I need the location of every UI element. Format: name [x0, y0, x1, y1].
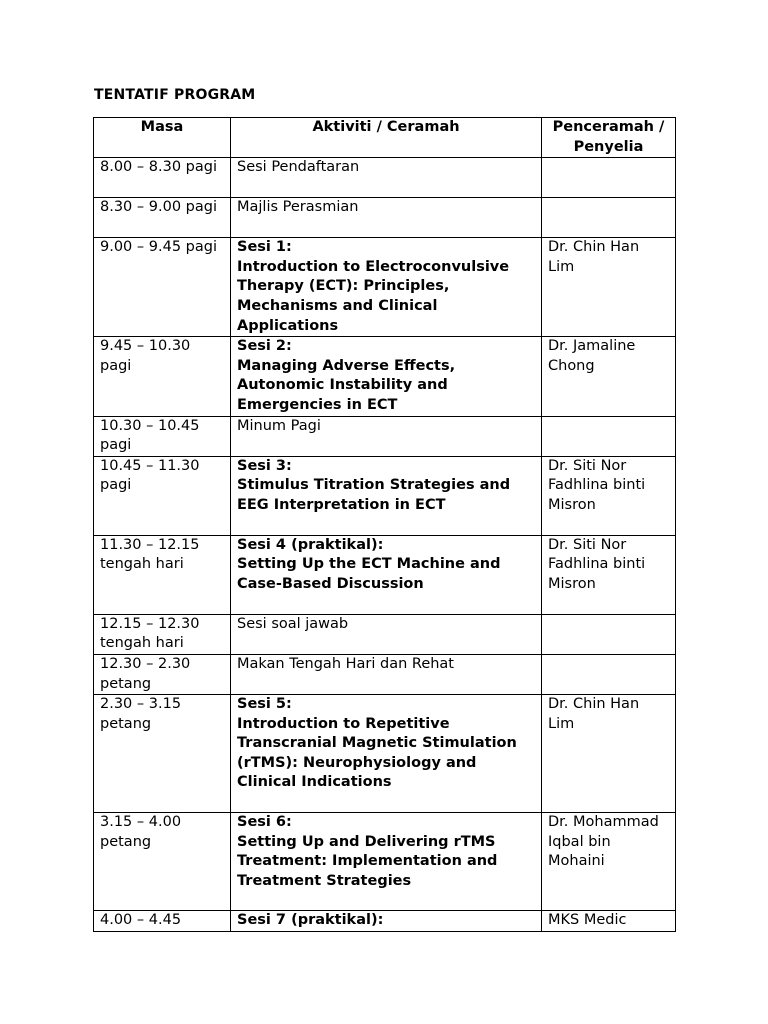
speaker-cell: Dr. Siti Nor Fadhlina binti Misron [542, 535, 676, 614]
activity-cell [231, 158, 542, 198]
time-cell: 8.00 – 8.30 pagi [94, 158, 231, 198]
speaker-cell: MKS Medic [542, 911, 676, 932]
header-speaker: Penceramah / Penyelia [542, 118, 676, 158]
time-cell: 9.00 – 9.45 pagi [94, 238, 231, 337]
session-title: Sesi 4 (praktikal): [237, 536, 384, 553]
time-cell: 3.15 – 4.00 petang [94, 813, 231, 911]
session-title: Sesi 1: [237, 239, 292, 256]
table-row [94, 813, 676, 911]
time-cell: 8.30 – 9.00 pagi [94, 198, 231, 238]
time-cell: 11.30 – 12.15 tengah hari [94, 535, 231, 614]
table-row [94, 158, 676, 198]
activity-cell [231, 456, 542, 535]
session-title: Sesi 5: [237, 696, 292, 713]
time-cell: 9.45 – 10.30 pagi [94, 337, 231, 416]
table-header-row [94, 118, 676, 158]
speaker-cell [542, 158, 676, 198]
session-topic: Managing Adverse Effects, Autonomic Instability and Emergencies in ECT [237, 357, 456, 413]
speaker-cell: Dr. Mohammad Iqbal bin Mohaini [542, 813, 676, 911]
table-row [94, 238, 676, 337]
speaker-cell [542, 614, 676, 654]
activity-label: Sesi soal jawab [237, 615, 349, 632]
session-title: Sesi 6: [237, 814, 292, 831]
table-row [94, 695, 676, 813]
speaker-cell: Dr. Chin Han Lim [542, 695, 676, 813]
table-row [94, 911, 676, 932]
session-topic: Introduction to Repetitive Transcranial Magnetic Stimulation (rTMS): Neurophysiology and Clinical Indications [237, 715, 517, 791]
time-cell: 12.15 – 12.30 tengah hari [94, 614, 231, 654]
session-title: Sesi 7 (praktikal): [237, 912, 384, 929]
session-topic: Setting Up the ECT Machine and Case-Based Discussion [237, 556, 501, 592]
table-row [94, 614, 676, 654]
speaker-cell [542, 416, 676, 456]
activity-label: Minum Pagi [237, 417, 321, 434]
time-cell: 2.30 – 3.15 petang [94, 695, 231, 813]
program-table [93, 117, 676, 932]
activity-cell [231, 614, 542, 654]
header-activity: Aktiviti / Ceramah [231, 118, 542, 158]
session-topic: Setting Up and Delivering rTMS Treatment: Implementation and Treatment Strategies [237, 833, 498, 889]
activity-label: Majlis Perasmian [237, 199, 359, 216]
speaker-cell [542, 198, 676, 238]
activity-label: Sesi Pendaftaran [237, 159, 360, 176]
time-cell: 4.00 – 4.45 [94, 911, 231, 932]
speaker-cell: Dr. Chin Han Lim [542, 238, 676, 337]
speaker-cell [542, 654, 676, 694]
time-cell: 10.45 – 11.30 pagi [94, 456, 231, 535]
activity-label: Makan Tengah Hari dan Rehat [237, 655, 454, 672]
activity-cell [231, 813, 542, 911]
activity-cell [231, 198, 542, 238]
speaker-cell: Dr. Siti Nor Fadhlina binti Misron [542, 456, 676, 535]
table-row [94, 535, 676, 614]
table-row [94, 416, 676, 456]
activity-cell [231, 337, 542, 416]
activity-cell [231, 654, 542, 694]
activity-cell [231, 911, 542, 932]
session-title: Sesi 2: [237, 338, 292, 355]
activity-cell [231, 535, 542, 614]
header-time: Masa [94, 118, 231, 158]
table-row [94, 456, 676, 535]
table-row [94, 654, 676, 694]
activity-cell [231, 695, 542, 813]
table-row [94, 337, 676, 416]
time-cell: 10.30 – 10.45 pagi [94, 416, 231, 456]
session-title: Sesi 3: [237, 457, 292, 474]
page-title: TENTATIF PROGRAM [94, 87, 256, 103]
session-topic: Stimulus Titration Strategies and EEG Interpretation in ECT [237, 477, 511, 513]
activity-cell [231, 238, 542, 337]
session-topic: Introduction to Electroconvulsive Therapy (ECT): Principles, Mechanisms and Clinical Applications [237, 258, 510, 334]
activity-cell [231, 416, 542, 456]
time-cell: 12.30 – 2.30 petang [94, 654, 231, 694]
table-row [94, 198, 676, 238]
speaker-cell: Dr. Jamaline Chong [542, 337, 676, 416]
